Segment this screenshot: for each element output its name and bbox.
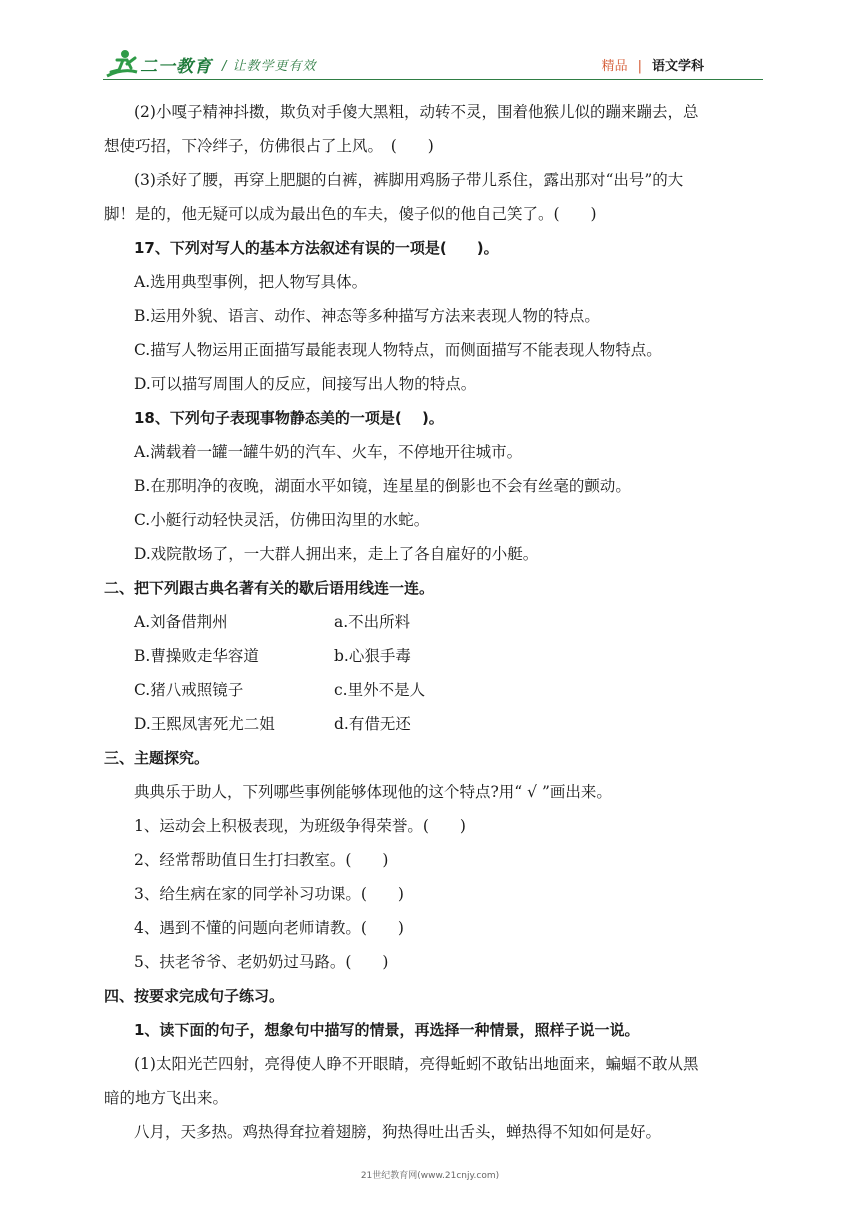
matching-right: c.里外不是人 xyxy=(334,681,426,699)
text-line: 脚！是的，他无疑可以成为最出色的车夫，傻子似的他自己笑了。( ) xyxy=(104,205,597,223)
text-line: 八月，天多热。鸡热得耷拉着翅膀，狗热得吐出舌头，蝉热得不知如何是好。 xyxy=(134,1123,662,1141)
text-line: (1)太阳光芒四射，亮得使人睁不开眼睛，亮得蚯蚓不敢钻出地面来，蝙蝠不敢从黑 xyxy=(134,1055,699,1073)
header-divider: | xyxy=(637,59,642,74)
section-3-intro: 典典乐于助人，下列哪些事例能够体现他的这个特点?用“ √ ”画出来。 xyxy=(134,783,612,801)
text-line: 想使巧招，下冷绊子，仿佛很占了上风。 ( ) xyxy=(104,137,434,155)
matching-right: a.不出所料 xyxy=(334,613,411,631)
subject-label: 语文学科 xyxy=(651,59,704,74)
text-line: 暗的地方飞出来。 xyxy=(104,1089,229,1107)
header-rule xyxy=(103,79,763,80)
list-item: 3、给生病在家的同学补习功课。( ) xyxy=(134,885,404,903)
page-footer: 21世纪教育网(www.21cnjy.com) xyxy=(360,1171,500,1181)
text-line: (3)杀好了腰，再穿上肥腿的白裤，裤脚用鸡肠子带儿系住，露出那对“出号”的大 xyxy=(134,171,684,189)
section-2-heading: 二、把下列跟古典名著有关的歇后语用线连一连。 xyxy=(104,579,435,597)
text-line: (2)小嘎子精神抖擞，欺负对手傻大黑粗，动转不灵，围着他猴儿似的蹦来蹦去，总 xyxy=(134,103,699,121)
question-18: 18、下列句子表现事物静态美的一项是( )。 xyxy=(134,409,444,427)
matching-left: A.刘备借荆州 xyxy=(134,613,228,631)
page-header xyxy=(0,0,860,90)
option-18b: B.在那明净的夜晚，湖面水平如镜，连星星的倒影也不会有丝毫的颤动。 xyxy=(134,477,631,495)
matching-row xyxy=(104,707,776,741)
matching-row xyxy=(104,605,776,639)
quality-label: 精品 xyxy=(601,59,628,74)
option-17c: C.描写人物运用正面描写最能表现人物特点，而侧面描写不能表现人物特点。 xyxy=(134,341,662,359)
matching-right: d.有借无还 xyxy=(334,715,411,733)
section-4-heading: 四、按要求完成句子练习。 xyxy=(104,987,285,1005)
matching-left: C.猪八戒照镜子 xyxy=(134,681,244,699)
option-18c: C.小艇行动轻快灵活，仿佛田沟里的水蛇。 xyxy=(134,511,430,529)
brand-name: 二一教育 xyxy=(140,57,212,77)
document-body xyxy=(104,95,776,1149)
option-17b: B.运用外貌、语言、动作、神态等多种描写方法来表现人物的特点。 xyxy=(134,307,600,325)
list-item: 4、遇到不懂的问题向老师请教。( ) xyxy=(134,919,404,937)
list-item: 5、扶老爷爷、老奶奶过马路。( ) xyxy=(134,953,389,971)
option-17a: A.选用典型事例，把人物写具体。 xyxy=(134,273,368,291)
list-item: 1、运动会上积极表现，为班级争得荣誉。( ) xyxy=(134,817,466,835)
matching-row xyxy=(104,639,776,673)
option-18a: A.满载着一罐一罐牛奶的汽车、火车，不停地开往城市。 xyxy=(134,443,523,461)
question-17: 17、下列对写人的基本方法叙述有误的一项是( )。 xyxy=(134,239,499,257)
matching-right: b.心狠手毒 xyxy=(334,647,411,665)
brand-slogan: / 让教学更有效 xyxy=(222,59,317,74)
header-right xyxy=(602,55,704,74)
matching-left: B.曹操败走华容道 xyxy=(134,647,259,665)
section-4-question-1: 1、读下面的句子，想象句中描写的情景，再选择一种情景，照样子说一说。 xyxy=(134,1021,640,1039)
list-item: 2、经常帮助值日生打扫教室。( ) xyxy=(134,851,389,869)
section-3-heading: 三、主题探究。 xyxy=(104,749,210,767)
matching-left: D.王熙凤害死尤二姐 xyxy=(134,715,275,733)
option-17d: D.可以描写周围人的反应，间接写出人物的特点。 xyxy=(134,375,477,393)
matching-row xyxy=(104,673,776,707)
option-18d: D.戏院散场了，一大群人拥出来，走上了各自雇好的小艇。 xyxy=(134,545,539,563)
